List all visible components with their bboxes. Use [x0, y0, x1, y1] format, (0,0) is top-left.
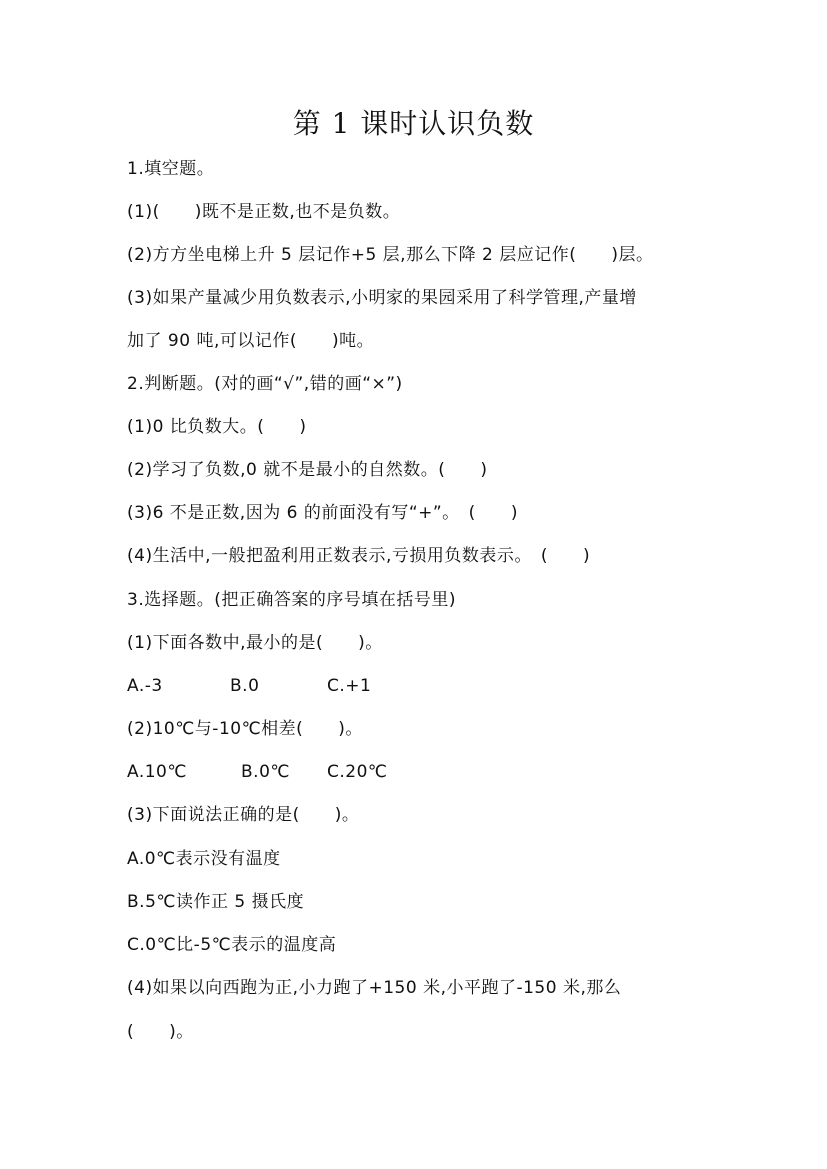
- option-c: C.+1: [327, 676, 372, 696]
- question-3-2-options: [127, 760, 388, 784]
- question-3-4-line-1: (4)如果以向西跑为正,小力跑了+150 米,小平跑了-150 米,那么: [127, 978, 622, 998]
- question-3-4-line-2: ( )。: [127, 1022, 194, 1042]
- option-b: B.0℃: [241, 762, 290, 782]
- option-c: C.20℃: [327, 762, 388, 782]
- question-3-1-options: [127, 674, 371, 698]
- question-1-2: (2)方方坐电梯上升 5 层记作+5 层,那么下降 2 层应记作( )层。: [127, 245, 654, 265]
- section-2-heading: 2.判断题。(对的画“√”,错的画“×”): [127, 374, 403, 394]
- option-a: A.-3: [127, 676, 163, 696]
- question-1-1: (1)( )既不是正数,也不是负数。: [127, 202, 401, 222]
- question-3-3-option-b: B.5℃读作正 5 摄氏度: [127, 892, 305, 912]
- option-b: B.0: [230, 676, 260, 696]
- question-3-1: (1)下面各数中,最小的是( )。: [127, 633, 383, 653]
- section-1-heading: 1.填空题。: [127, 159, 215, 179]
- question-3-3: (3)下面说法正确的是( )。: [127, 805, 360, 825]
- question-1-3-line-1: (3)如果产量减少用负数表示,小明家的果园采用了科学管理,产量增: [127, 288, 637, 308]
- question-3-3-option-c: C.0℃比-5℃表示的温度高: [127, 935, 337, 955]
- section-3-heading: 3.选择题。(把正确答案的序号填在括号里): [127, 590, 456, 610]
- question-1-3-line-2: 加了 90 吨,可以记作( )吨。: [127, 331, 375, 351]
- question-2-3: (3)6 不是正数,因为 6 的前面没有写“+”。 ( ): [127, 503, 518, 523]
- question-2-1: (1)0 比负数大。( ): [127, 417, 307, 437]
- page-title: 第 1 课时认识负数: [292, 107, 535, 140]
- question-2-2: (2)学习了负数,0 就不是最小的自然数。( ): [127, 460, 488, 480]
- question-3-2: (2)10℃与-10℃相差( )。: [127, 719, 363, 739]
- question-2-4: (4)生活中,一般把盈利用正数表示,亏损用负数表示。 ( ): [127, 546, 591, 566]
- question-3-3-option-a: A.0℃表示没有温度: [127, 849, 281, 869]
- option-a: A.10℃: [127, 762, 187, 782]
